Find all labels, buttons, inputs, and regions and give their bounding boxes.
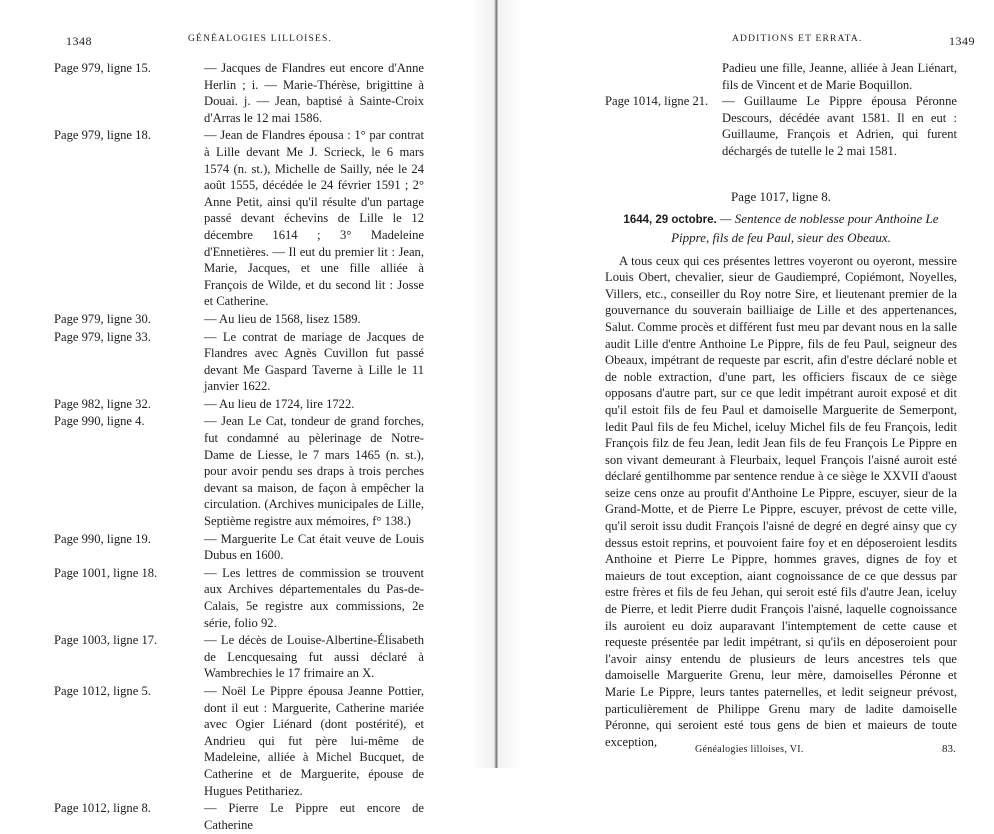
entry-reference: Page 982, ligne 32. (54, 396, 151, 411)
left-page (0, 0, 495, 832)
document-date: 1644, 29 octobre. (623, 213, 717, 226)
entry-reference: Page 990, ligne 4. (54, 414, 145, 429)
entry-reference: Page 979, ligne 33. (54, 329, 151, 344)
entry-reference: Page 1001, ligne 18. (54, 565, 158, 580)
entry-reference: Page 990, ligne 19. (54, 531, 151, 546)
entry-reference: Page 979, ligne 15. (54, 61, 151, 75)
left-running-head: GÉNÉALOGIES LILLOISES. (188, 34, 333, 44)
entry-reference: Page 979, ligne 18. (54, 128, 151, 143)
entry-text: — Jean Le Cat, tondeur de grand forches, fut condamné au pèlerinage de Notre-Dame de Liesse, le 7 mars 1465 (n. st.), pour avoir pendu ses draps à trois perches devant sa maison, de façon à empêcher la circulation. (Archives municipales de Lille, Septième registre aux mémoires, f° 138.) (204, 414, 424, 529)
entry-reference: Page 1012, ligne 5. (54, 683, 151, 698)
document-title: — Sentence de noblesse pour Anthoine Le Pippre, fils de feu Paul, sieur des Obeaux. (671, 210, 939, 245)
entry-text: — Noël Le Pippre épousa Jeanne Pottier, dont il eut : Marguerite, Catherine mariée avec Ogier Liénard (dont postérité), et Andrieu qui fut père lui-même de Madeleine, alliée à Michel Bucquet, de Catherine et de Marguerite, épouse de Hugues Petithariez. (204, 683, 424, 798)
entry-reference: Page 979, ligne 30. (54, 311, 151, 326)
entry-text: — Au lieu de 1568, lisez 1589. (204, 311, 361, 326)
entry-text: — Jacques de Flandres eut encore d'Anne Herlin ; i. — Marie-Thérèse, brigittine à Douai. j. — Jean, baptisé à Sainte-Croix d'Arras le 12 mai 1586. (204, 61, 424, 125)
entry-text: — Le contrat de mariage de Jacques de Flandres avec Agnès Cuvillon fut passé devant Me Gaspard Taverne à Lille le 11 janvier 1622. (204, 329, 424, 394)
errata-entry (54, 413, 424, 529)
errata-entry (54, 329, 424, 395)
errata-entry (54, 800, 424, 833)
errata-entry (54, 127, 424, 310)
right-page-number: 1349 (949, 34, 975, 48)
signature-mark: 83. (942, 743, 956, 755)
errata-entry (605, 93, 957, 159)
errata-entry (54, 683, 424, 799)
entry-reference: Page 1014, ligne 21. (605, 94, 709, 109)
entry-text: — Marguerite Le Cat était veuve de Louis Dubus en 1600. (204, 531, 424, 563)
entry-text: — Le décès de Louise-Albertine-Élisabeth de Lencquesaing fut aussi déclaré à Wambrechies le 17 frimaire an X. (204, 633, 424, 681)
left-entries (54, 60, 424, 834)
entry-text: — Guillaume Le Pippre épousa Péronne Descours, décédée avant 1581. Il en eut : Guillaume, François et Adrien, qui furent déchargés de tutelle le 2 mai 1581. (722, 94, 957, 158)
entry-reference: Page 1003, ligne 17. (54, 633, 158, 648)
continuation-text: Padieu une fille, Jeanne, alliée à Jean Liénart, fils de Vincent et de Marie Boquillon. (722, 61, 957, 92)
left-page-number: 1348 (66, 34, 92, 48)
document-heading (605, 210, 957, 246)
right-body (605, 60, 957, 750)
entry-text: — Les lettres de commission se trouvent aux Archives départementales du Pas-de-Calais, 5e registre aux commissions, 2e série, folio 92. (204, 565, 424, 630)
gutter-shadow-left (470, 0, 494, 768)
errata-entry (54, 311, 424, 328)
errata-entry (54, 632, 424, 682)
footer-title: Généalogies lilloises, VI. (695, 744, 804, 755)
right-running-head: ADDITIONS ET ERRATA. (732, 34, 863, 44)
entry-text: — Pierre Le Pippre eut encore de Catherine (204, 801, 424, 832)
errata-entry (54, 396, 424, 413)
errata-entry (54, 60, 424, 126)
document-body: A tous ceux qui ces présentes lettres voyeront ou oyeront, messire Louis Obert, chevalier, sieur de Gaudiempré, Copiémont, Noyelles, Villers, etc., conseiller du Roy notre Sire, et lieutenant premier de la gouvernance du souverain bailliaige de Lille et des appertenances, Salut. Comme procès et différent fust meu par devant nous en la salle audit Lille d'entre Anthoine Le Pippre, fils de feu Paul, seigneur des Obeaux, impétrant de requeste par escrit, afin d'estre déclaré noble et de noble extraction, d'une part, les officiers fiscaux de ce siège opposans d'autre part, sur ce que ledit impétrant auroit exposé et dit qu'il estoit fils de feu Paul et damoiselle Marguerite de Semerpont, ledit Paul fils de feu Michel, iceluy Michel fils de feu François, ledit François filz de feu Jean, ledit Jean fils de feu François Le Pippre en son vivant demeurant à Fleurbaix, lequel François l'aisné auroit esté déclaré gentilhomme par sentence rendue à ce siège le XXVII d'aoust seize cens onze au proufit d'Anthoine Le Pippre, escuyer, sieur de la Grand-Motte, et de Pierre Le Pippre, escuyer, prévost de cette ville, qu'il seroit issu dudit François l'aisné de degré en degré ainsy que cy dessus estoit reprins, et pouvoient faire foy et en déposeroient lesdits Anthoine et Pierre Le Pippre, hommes graves, dignes de foy et maieurs de tout exception, aiant cognoissance de ce que dessus par estre frères et fils de feu Jehan, qui seroit esté fils d'autre Jean, iceluy de Pierre, et ledit Pierre dudit François l'aisné, laquelle cognoissance ils auroient eu doiz auparavant l'intemptement de cette cause et requeste présentée par ledit impétrant, si qu'ils en déposeroient pour l'avoir ainsy entendu de plusieurs de leurs ancestres tels que damoiselle Marguerite Grenu, leur mère, damoiselles Péronne et Marie Le Pippre, leurs tantes paternelles, et ledit seigneur prévost, particulièrement de Philippe Grenu mary de ladite damoiselle Péronne, qui seroient esté tous gens de bien et maieurs de toute exception, (605, 253, 957, 749)
entry-reference: Page 1012, ligne 8. (54, 801, 151, 816)
entry-text: — Au lieu de 1724, lire 1722. (204, 396, 355, 411)
section-title: Page 1017, ligne 8. (730, 188, 831, 204)
errata-entry (54, 565, 424, 631)
right-page (497, 0, 994, 768)
errata-entry (54, 531, 424, 564)
entry-text: — Jean de Flandres épousa : 1° par contrat à Lille devant Me J. Scrieck, le 6 mars 1574 (n. st.), Michelle de Sailly, née le 24 août 1555, décédée le 24 février 1591 ; 2° Anne Petit, ainsi qu'il résulte d'un partage passé devant échevins de Lille le 12 décembre 1614 ; 3° Madeleine d'Ennetières. — Il eut du premier lit : Jean, Marie, Jacques, et une fille alliée à François de Wilde, et du second lit : Josse et Catherine. (204, 128, 424, 309)
